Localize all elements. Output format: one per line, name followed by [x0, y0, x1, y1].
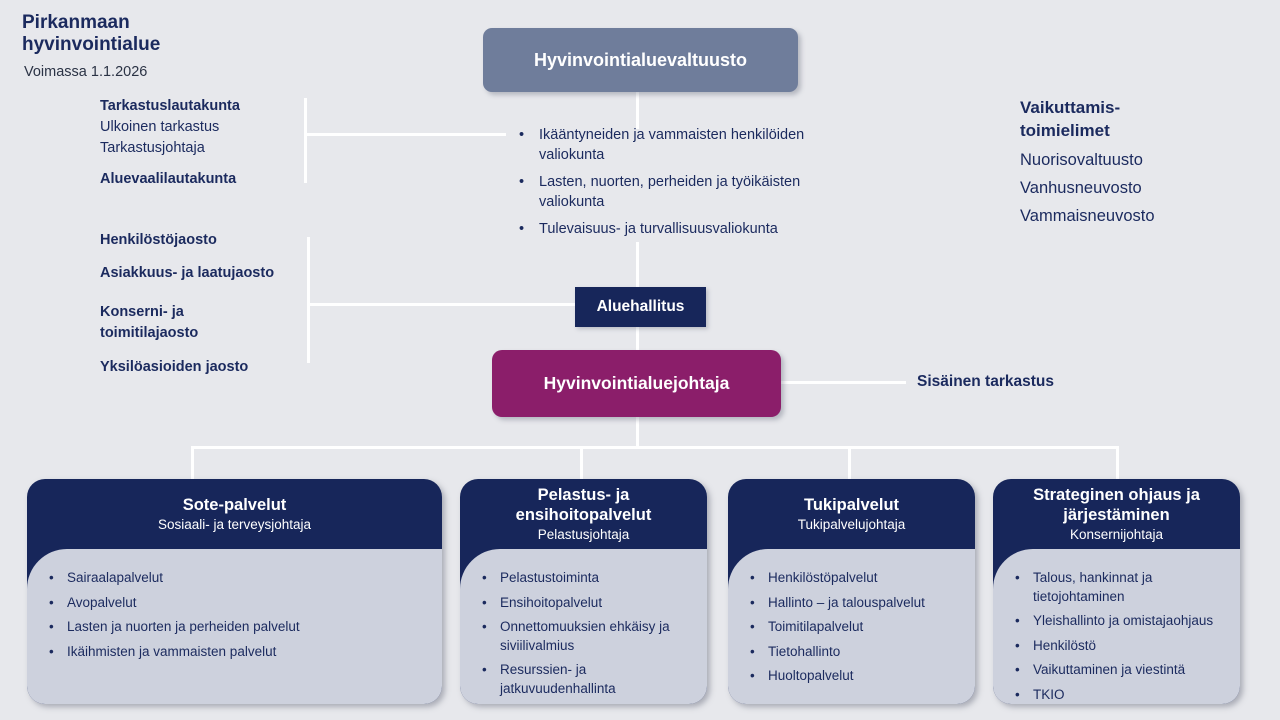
card-pelastus — [460, 479, 707, 704]
connector-card1-drop — [191, 446, 194, 479]
card-pelastus-header — [460, 479, 707, 549]
board-label: Aluehallitus — [596, 298, 685, 315]
card-pelastus-item: • Ensihoitopalvelut — [480, 594, 697, 613]
card-sote-title: Sote-palvelut — [182, 495, 287, 514]
connector-audit-vertical — [304, 98, 307, 183]
card-tukipalvelut-item: • Hallinto – ja talouspalvelut — [748, 594, 965, 613]
card-strateginen-subtitle: Konsernijohtaja — [1069, 526, 1164, 542]
card-pelastus-item: • Resurssien- ja jatkuvuudenhallinta — [480, 661, 697, 698]
card-tukipalvelut-item: • Huoltopalvelut — [748, 667, 965, 686]
audit-committee-label: Tarkastuslautakunta — [100, 98, 240, 114]
connector-spine-top — [636, 92, 639, 129]
card-pelastus-subtitle: Pelastusjohtaja — [537, 526, 630, 542]
director-box — [492, 350, 781, 417]
card-pelastus-item: • Onnettomuuksien ehkäisy ja siviilivalmius — [480, 618, 697, 655]
card-tukipalvelut-item: • Henkilöstöpalvelut — [748, 569, 965, 588]
card-tukipalvelut-body — [728, 549, 975, 704]
influence-title-line1: Vaikuttamis- — [1020, 98, 1121, 117]
logo-line2: hyvinvointialue — [22, 34, 161, 55]
card-sote-item: • Avopalvelut — [47, 594, 432, 613]
individual-division-label: Yksilöasioiden jaosto — [100, 359, 249, 375]
connector-director-down — [636, 417, 639, 448]
card-sote-item: • Lasten ja nuorten ja perheiden palvelut — [47, 618, 432, 637]
card-strateginen-item: • Henkilöstö — [1013, 637, 1230, 656]
connector-audit-horizontal — [306, 133, 506, 136]
influence-title-line2: toimielimet — [1020, 121, 1110, 140]
validity-date: Voimassa 1.1.2026 — [24, 64, 148, 80]
card-sote-item: • Ikäihmisten ja vammaisten palvelut — [47, 643, 432, 662]
card-strateginen-item: • Yleishallinto ja omistajaohjaus — [1013, 612, 1230, 631]
card-strateginen-body — [993, 549, 1240, 704]
director-label: Hyvinvointialuejohtaja — [543, 373, 730, 393]
card-strateginen-item: • TKIO — [1013, 686, 1230, 705]
card-pelastus-body — [460, 549, 707, 704]
card-pelastus-item: • Pelastustoiminta — [480, 569, 697, 588]
card-sote-item: • Sairaalapalvelut — [47, 569, 432, 588]
council-label: Hyvinvointialuevaltuusto — [533, 49, 748, 70]
org-logo — [22, 12, 160, 56]
connector-board-director — [636, 327, 639, 351]
connector-card3-drop — [848, 446, 851, 479]
connector-card2-drop — [580, 446, 583, 479]
elderly-council-label: Vanhusneuvosto — [1020, 179, 1142, 197]
election-board-label: Aluevaalilautakunta — [100, 171, 237, 187]
card-sote-header — [27, 479, 442, 549]
council-box — [483, 28, 798, 92]
external-audit-label: Ulkoinen tarkastus — [100, 119, 220, 135]
card-strateginen-title: Strateginen ohjaus ja järjestäminen — [1033, 485, 1200, 524]
connector-card4-drop — [1116, 446, 1119, 479]
card-tukipalvelut-item: • Toimitilapalvelut — [748, 618, 965, 637]
card-strateginen — [993, 479, 1240, 704]
card-tukipalvelut-header — [728, 479, 975, 549]
card-strateginen-item: • Vaikuttaminen ja viestintä — [1013, 661, 1230, 680]
connector-cards-horizontal — [191, 446, 1119, 449]
logo-line1: Pirkanmaan — [22, 12, 130, 33]
card-strateginen-item: • Talous, hankinnat ja tietojohtaminen — [1013, 569, 1230, 606]
card-tukipalvelut — [728, 479, 975, 704]
card-sote-palvelut — [27, 479, 442, 704]
internal-audit-label: Sisäinen tarkastus — [917, 373, 1054, 390]
card-strateginen-header — [993, 479, 1240, 549]
committee-item: • Ikääntyneiden ja vammaisten henkilöiden valiokunta — [517, 126, 867, 165]
card-sote-body — [27, 549, 442, 704]
card-sote-subtitle: Sosiaali- ja terveysjohtaja — [157, 516, 312, 532]
board-box — [575, 287, 706, 327]
connector-divisions-vertical — [307, 237, 310, 363]
committees-list — [517, 126, 867, 248]
youth-council-label: Nuorisovaltuusto — [1020, 151, 1143, 169]
card-tukipalvelut-subtitle: Tukipalvelujohtaja — [797, 516, 906, 532]
card-pelastus-title: Pelastus- ja ensihoitopalvelut — [515, 485, 652, 524]
connector-spine-mid — [636, 242, 639, 288]
committee-item: • Lasten, nuorten, perheiden ja työikäisten valiokunta — [517, 173, 867, 212]
audit-director-label: Tarkastusjohtaja — [100, 140, 205, 156]
card-tukipalvelut-item: • Tietohallinto — [748, 643, 965, 662]
group-facilities-division-label: Konserni- ja toimitilajaosto — [100, 304, 199, 341]
disability-council-label: Vammaisneuvosto — [1020, 207, 1155, 225]
card-tukipalvelut-title: Tukipalvelut — [803, 495, 900, 514]
hr-division-label: Henkilöstöjaosto — [100, 232, 217, 248]
committee-item: • Tulevaisuus- ja turvallisuusvaliokunta — [517, 220, 867, 240]
connector-divisions-horizontal — [309, 303, 576, 306]
connector-internal-audit — [781, 381, 906, 384]
influence-bodies — [1020, 96, 1155, 226]
customer-division-label: Asiakkuus- ja laatujaosto — [100, 265, 275, 281]
